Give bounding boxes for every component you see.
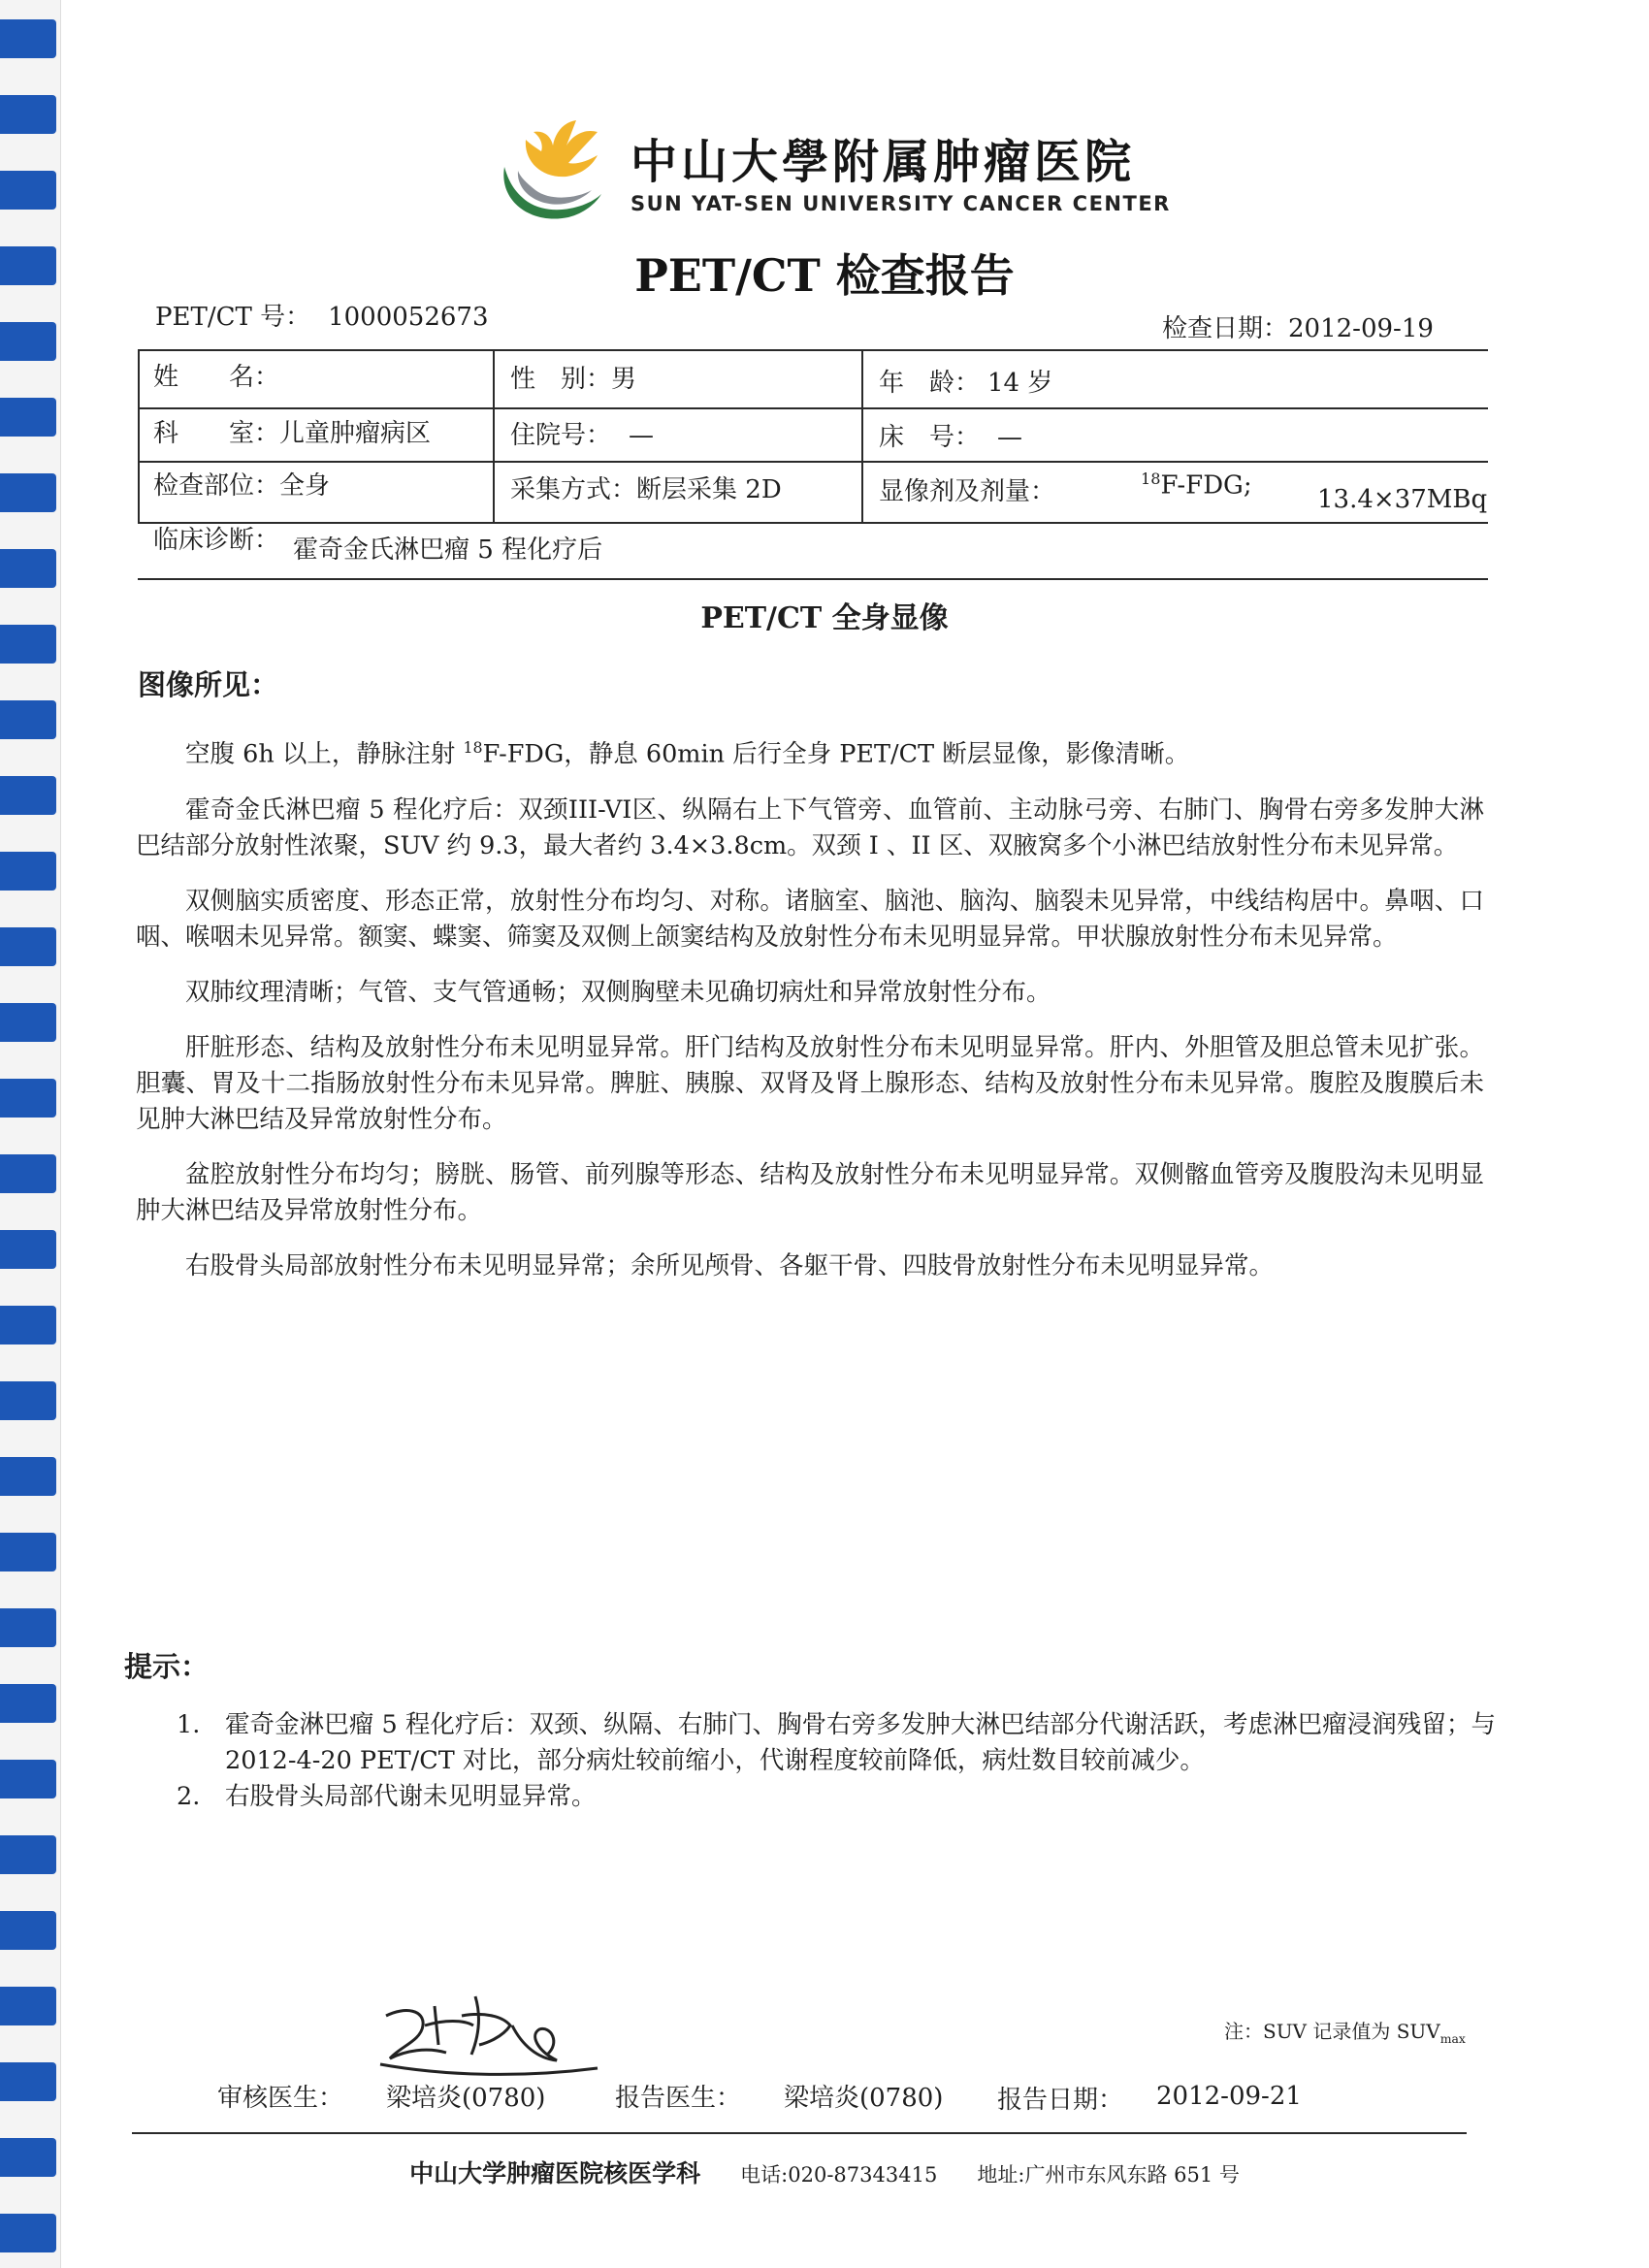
- impression-text: 右股骨头局部代谢未见明显异常。: [225, 1782, 597, 1811]
- footer-rule: [132, 2132, 1467, 2134]
- suv-note: [1224, 2016, 1466, 2046]
- bed-value: —: [997, 423, 1023, 452]
- tracer-name: [1141, 470, 1252, 501]
- binding-tab: [0, 473, 56, 512]
- inpatient-label: 住院号：: [510, 421, 612, 450]
- petct-number-label: PET/CT 号：: [155, 303, 311, 332]
- suv-note-text: 注：SUV 记录值为 SUV: [1224, 2020, 1440, 2043]
- table-rule: [138, 461, 1488, 463]
- table-rule: [138, 407, 1488, 409]
- report-date-label: 报告日期：: [997, 2086, 1124, 2115]
- patient-department: [153, 413, 431, 449]
- reviewer-name: 梁培炎(0780): [386, 2084, 546, 2113]
- age-label: 年 龄：: [879, 369, 981, 398]
- bed-label: 床 号：: [879, 423, 981, 452]
- binding-tab: [0, 322, 56, 361]
- footer: [0, 2155, 1649, 2189]
- tracer-dose: 13.4×37MBq: [1317, 485, 1488, 514]
- report-title: PET/CT 检查报告: [634, 249, 1015, 302]
- patient-name: [153, 357, 279, 393]
- binding-tab: [0, 398, 56, 437]
- binding-tab: [0, 1306, 56, 1345]
- petct-number: [155, 297, 489, 333]
- binding-tab: [0, 95, 56, 134]
- findings-paragraph: 双侧脑实质密度、形态正常，放射性分布均匀、对称。诸脑室、脑池、脑沟、脑裂未见异常，中线结构居中。鼻咽、口咽、喉咽未见异常。额窦、蝶窦、筛窦及双侧上颌窦结构及放射性分布未见明显异常。甲状腺放射性分布未见异常。: [136, 886, 1484, 952]
- table-border: [138, 349, 140, 524]
- findings-text: F-FDG，静息 60min 后行全身 PET/CT 断层显像，影像清晰。: [482, 739, 1190, 769]
- sex-label: 性 别：: [510, 365, 612, 394]
- binding-tab: [0, 1381, 56, 1420]
- findings-label: 图像所见：: [138, 668, 279, 701]
- exam-date: [1162, 308, 1434, 344]
- acquisition-mode: [510, 470, 782, 505]
- binding-tab: [0, 852, 56, 891]
- report-date-value: 2012-09-21: [1156, 2082, 1302, 2111]
- findings-text: 空腹 6h 以上，静脉注射: [185, 739, 464, 769]
- impression-list: [177, 1707, 1496, 1815]
- reviewer-label: 审核医生：: [217, 2084, 344, 2113]
- findings-paragraph: 盆腔放射性分布均匀；膀胱、肠管、前列腺等形态、结构及放射性分布未见明显异常。双侧髂血管旁及腹股沟未见明显肿大淋巴结及异常放射性分布。: [136, 1159, 1484, 1225]
- section-title: PET/CT 全身显像: [700, 601, 949, 635]
- binding-tab: [0, 1911, 56, 1950]
- reporter-name: 梁培炎(0780): [784, 2084, 944, 2113]
- exam-site: [153, 466, 330, 502]
- age-value: 14 岁: [987, 369, 1053, 398]
- inpatient-number: [510, 415, 654, 451]
- findings-paragraph: [136, 729, 1484, 773]
- findings-paragraph: 霍奇金氏淋巴瘤 5 程化疗后：双颈III-VI区、纵隔右上下气管旁、血管前、主动脉弓旁、右肺门、胸骨右旁多发肿大淋巴结部分放射性浓聚，SUV 约 9.3，最大者约 3.4×3.8cm。双颈 I 、II 区、双腋窝多个小淋巴结放射性分布未见异常。: [136, 794, 1484, 860]
- binding-tab: [0, 1003, 56, 1042]
- suv-note-subscript: max: [1439, 2031, 1466, 2046]
- exam-date-value: 2012-09-19: [1288, 314, 1434, 343]
- impression-item: [177, 1707, 1496, 1779]
- table-border: [861, 349, 863, 524]
- tracer-isotope: 18: [1141, 470, 1161, 488]
- findings-paragraph: 肝脏形态、结构及放射性分布未见明显异常。肝门结构及放射性分布未见明显异常。肝内、外胆管及胆总管未见扩张。胆囊、胃及十二指肠放射性分布未见异常。脾脏、胰腺、双肾及肾上腺形态、结构及放射性分布未见异常。腹腔及腹膜后未见肿大淋巴结及异常放射性分布。: [136, 1032, 1484, 1134]
- name-label: 姓 名：: [153, 363, 280, 392]
- impression-item: [177, 1779, 1496, 1815]
- sex-value: 男: [611, 365, 637, 394]
- binding-tab: [0, 2214, 56, 2252]
- binding-tab: [0, 927, 56, 966]
- acq-value: 断层采集 2D: [636, 475, 782, 504]
- hospital-name-en: SUN YAT-SEN UNIVERSITY CANCER CENTER: [630, 192, 1171, 215]
- site-label: 检查部位：: [153, 471, 280, 501]
- diag-value: 霍奇金氏淋巴瘤 5 程化疗后: [293, 535, 603, 565]
- table-rule: [138, 578, 1488, 580]
- impression-number: 2.: [177, 1782, 201, 1811]
- tracer-compound: F-FDG;: [1160, 470, 1252, 501]
- site-value: 全身: [279, 471, 331, 501]
- hospital-name-cn: 中山大學附属肿瘤医院: [630, 135, 1136, 189]
- impression-label: 提示：: [124, 1650, 210, 1683]
- binding-tab: [0, 1533, 56, 1571]
- inpatient-value: —: [629, 421, 655, 450]
- reporter-label: 报告医生：: [615, 2084, 742, 2113]
- dept-label: 科 室：: [153, 419, 280, 448]
- binding-tab: [0, 171, 56, 210]
- binding-tab: [0, 1079, 56, 1118]
- handwritten-signature: [367, 1987, 609, 2084]
- petct-number-value: 1000052673: [328, 303, 489, 332]
- footer-phone: 电话:020-87343415: [740, 2163, 938, 2187]
- binding-tab: [0, 1154, 56, 1193]
- table-border: [493, 349, 495, 524]
- binding-tab: [0, 1457, 56, 1496]
- binding-tab: [0, 2062, 56, 2101]
- bed-number: [879, 417, 1022, 453]
- exam-date-label: 检查日期：: [1162, 314, 1289, 343]
- acq-label: 采集方式：: [510, 475, 637, 504]
- binding-tab: [0, 19, 56, 58]
- binding-tab: [0, 1835, 56, 1874]
- findings-body: [136, 729, 1484, 1304]
- impression-text: 霍奇金淋巴瘤 5 程化疗后：双颈、纵隔、右肺门、胸骨右旁多发肿大淋巴结部分代谢活跃，考虑淋巴瘤浸润残留；与 2012-4-20 PET/CT 对比，部分病灶较前缩小，代谢程度较前降低，病灶数目较前减少。: [225, 1710, 1496, 1775]
- binding-tab: [0, 1760, 56, 1798]
- findings-paragraph: 右股骨头局部放射性分布未见明显异常；余所见颅骨、各躯干骨、四肢骨放射性分布未见明显异常。: [185, 1250, 1275, 1280]
- binding-tab: [0, 776, 56, 815]
- footer-address: 地址:广州市东风东路 651 号: [977, 2163, 1240, 2187]
- binding-tab: [0, 1684, 56, 1723]
- footer-department: 中山大学肿瘤医院核医学科: [409, 2159, 701, 2187]
- tracer-label: 显像剂及剂量：: [879, 477, 1056, 506]
- patient-age: [879, 363, 1052, 399]
- binding-tab: [0, 549, 56, 588]
- impression-number: 1.: [177, 1710, 201, 1739]
- diag-label: 临床诊断：: [153, 526, 280, 555]
- binding-tab: [0, 1608, 56, 1647]
- binding-strip: [0, 0, 61, 2268]
- table-rule: [138, 522, 1488, 524]
- binding-tab: [0, 1987, 56, 2025]
- isotope-superscript: 18: [463, 738, 483, 757]
- patient-sex: [510, 359, 636, 395]
- table-rule: [138, 349, 1488, 351]
- binding-tab: [0, 1230, 56, 1269]
- binding-tab: [0, 700, 56, 739]
- findings-paragraph: 双肺纹理清晰；气管、支气管通畅；双侧胸壁未见确切病灶和异常放射性分布。: [185, 977, 1051, 1007]
- dept-value: 儿童肿瘤病区: [279, 419, 432, 448]
- hospital-logo: [491, 113, 607, 227]
